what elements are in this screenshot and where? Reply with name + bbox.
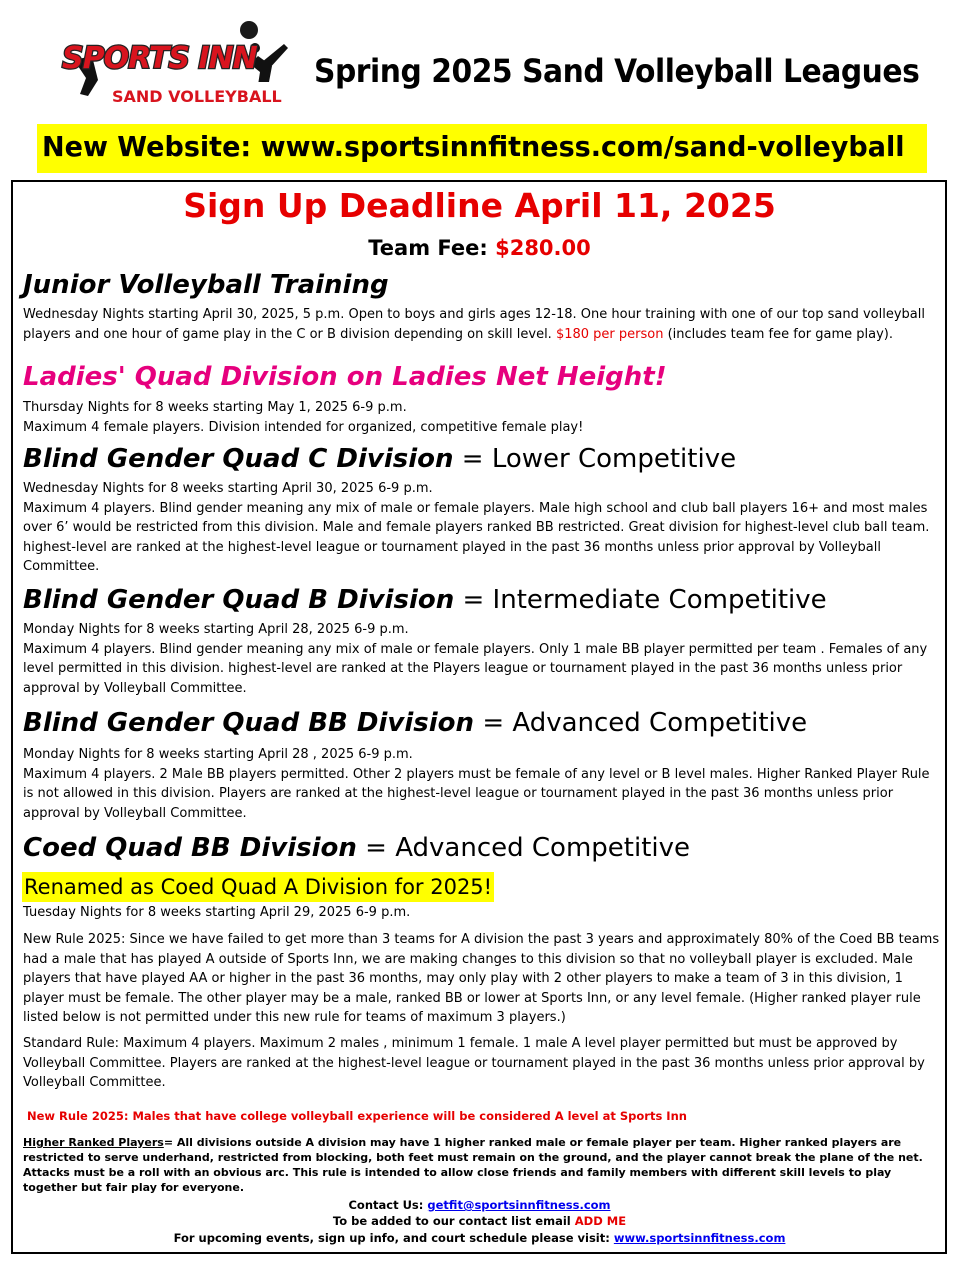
ladies-division-heading: Ladies' Quad Division on Ladies Net Height! bbox=[23, 362, 667, 392]
team-fee-label: Team Fee: bbox=[368, 236, 488, 260]
contact-line: Contact Us: getfit@sportsinnfitness.com bbox=[348, 1198, 611, 1212]
sports-inn-logo bbox=[52, 20, 300, 110]
visit-line: For upcoming events, sign up info, and court schedule please visit: www.sportsinnfitness.com bbox=[173, 1231, 786, 1245]
logo-brand-text: SPORTS INN bbox=[62, 41, 257, 76]
higher-ranked-players-rule: Higher Ranked Players= All divisions outside A division may have 1 higher ranked male or female player per team. Higher ranked players are restricted to serve underhand, restricted from blocking, both feet must remain on the ground, and the player cannot break the plane of the net. Attacks must be a roll with an obvious arc. This rule is intended to allow close friends and family members with different skill levels to play together but fair play for everyone. bbox=[23, 1136, 923, 1194]
team-fee-amount: $280.00 bbox=[495, 236, 591, 260]
college-rule-notice: New Rule 2025: Males that have college volleyball experience will be considered A level at Sports Inn bbox=[27, 1109, 687, 1123]
junior-training-heading: Junior Volleyball Training bbox=[23, 270, 389, 300]
ladies-division-text: Thursday Nights for 8 weeks starting May 1, 2025 6-9 p.m. Maximum 4 female players. Division intended for organized, competitive female play! bbox=[23, 400, 584, 435]
coed-renamed-notice: Renamed as Coed Quad A Division for 2025! bbox=[22, 872, 494, 902]
bb-division-text: Monday Nights for 8 weeks starting April 28 , 2025 6-9 p.m. Maximum 4 players. 2 Male BB players permitted. Other 2 players must be female of any level or B level males. Higher Ranked Player Rule is not allowed in this division. Players are ranked at the highest-level league or tournament played in the past 36 months unless prior approval by Volleyball Committee. bbox=[23, 747, 930, 821]
higher-ranked-label: Higher Ranked Players bbox=[23, 1136, 164, 1149]
c-division-text: Wednesday Nights for 8 weeks starting April 30, 2025 6-9 p.m. Maximum 4 players. Blind gender meaning any mix of male or female players. Male high school and club ball players 16+ and most males over 6’ would be restricted from this division. Male and female players ranked BB restricted. Great division for highest-level club ball team. highest-level are ranked at the highest-level league or tournament played in the past 36 months unless prior approval by Volleyball Committee. bbox=[23, 481, 930, 574]
website-banner-text: New Website: www.sportsinnfitness.com/sand-volleyball bbox=[42, 130, 905, 163]
b-division-text: Monday Nights for 8 weeks starting April 28, 2025 6-9 p.m. Maximum 4 players. Blind gender meaning any mix of male or female players. Only 1 male BB player permitted per team . Females of any level permitted in this division. highest-level are ranked at the Players league or tournament played in the past 36 months unless prior approval by Volleyball Committee. bbox=[23, 622, 928, 696]
coed-new-rule: New Rule 2025: Since we have failed to get more than 3 teams for A division the past 3 years and approximately 80% of the Coed BB teams had a male that has played A outside of Sports Inn, we are making changes to this division so that no volleyball player is excluded. Male players that have played AA or higher in the past 36 months, may only play with 2 other players to make a team of 3 in this division, 1 player must be female. The other player may be a male, ranked BB or lower at Sports Inn, or any level female. (Higher ranked player rule listed below is not permitted under this new rule for teams of maximum 3 players.) bbox=[23, 932, 940, 1025]
junior-training-text: Wednesday Nights starting April 30, 2025, 5 p.m. Open to boys and girls ages 12-18. One hour training with one of our top sand volleyball players and one hour of game play in the C or B division depending on skill level. $180 per person (includes team fee for game play). bbox=[23, 307, 925, 342]
c-division-heading: Blind Gender Quad C Division = Lower Competitive bbox=[23, 444, 737, 474]
logo-sub-text: SAND VOLLEYBALL bbox=[112, 87, 282, 106]
page-title: Spring 2025 Sand Volleyball Leagues bbox=[314, 52, 920, 90]
junior-price: $180 per person bbox=[555, 326, 664, 342]
website-link[interactable]: www.sportsinnfitness.com bbox=[613, 1231, 786, 1245]
coed-standard-rule: Standard Rule: Maximum 4 players. Maximum 2 males , minimum 1 female. 1 male A level player permitted but must be approved by Volleyball Committee. Players are ranked at the highest-level league or tournament played in the past 36 months unless prior approval by Volleyball Committee. bbox=[23, 1036, 925, 1090]
bb-division-heading: Blind Gender Quad BB Division = Advanced Competitive bbox=[23, 708, 808, 738]
b-division-heading: Blind Gender Quad B Division = Intermediate Competitive bbox=[23, 585, 827, 615]
team-fee bbox=[0, 236, 959, 260]
coed-schedule: Tuesday Nights for 8 weeks starting April 29, 2025 6-9 p.m. bbox=[23, 905, 411, 920]
coed-division-heading: Coed Quad BB Division = Advanced Competitive bbox=[23, 833, 690, 863]
signup-deadline: Sign Up Deadline April 11, 2025 bbox=[183, 186, 776, 225]
contact-email-link[interactable]: getfit@sportsinnfitness.com bbox=[427, 1198, 611, 1212]
add-me-link[interactable]: ADD ME bbox=[574, 1214, 627, 1228]
contact-list-line: To be added to our contact list email ADD ME bbox=[332, 1214, 627, 1228]
